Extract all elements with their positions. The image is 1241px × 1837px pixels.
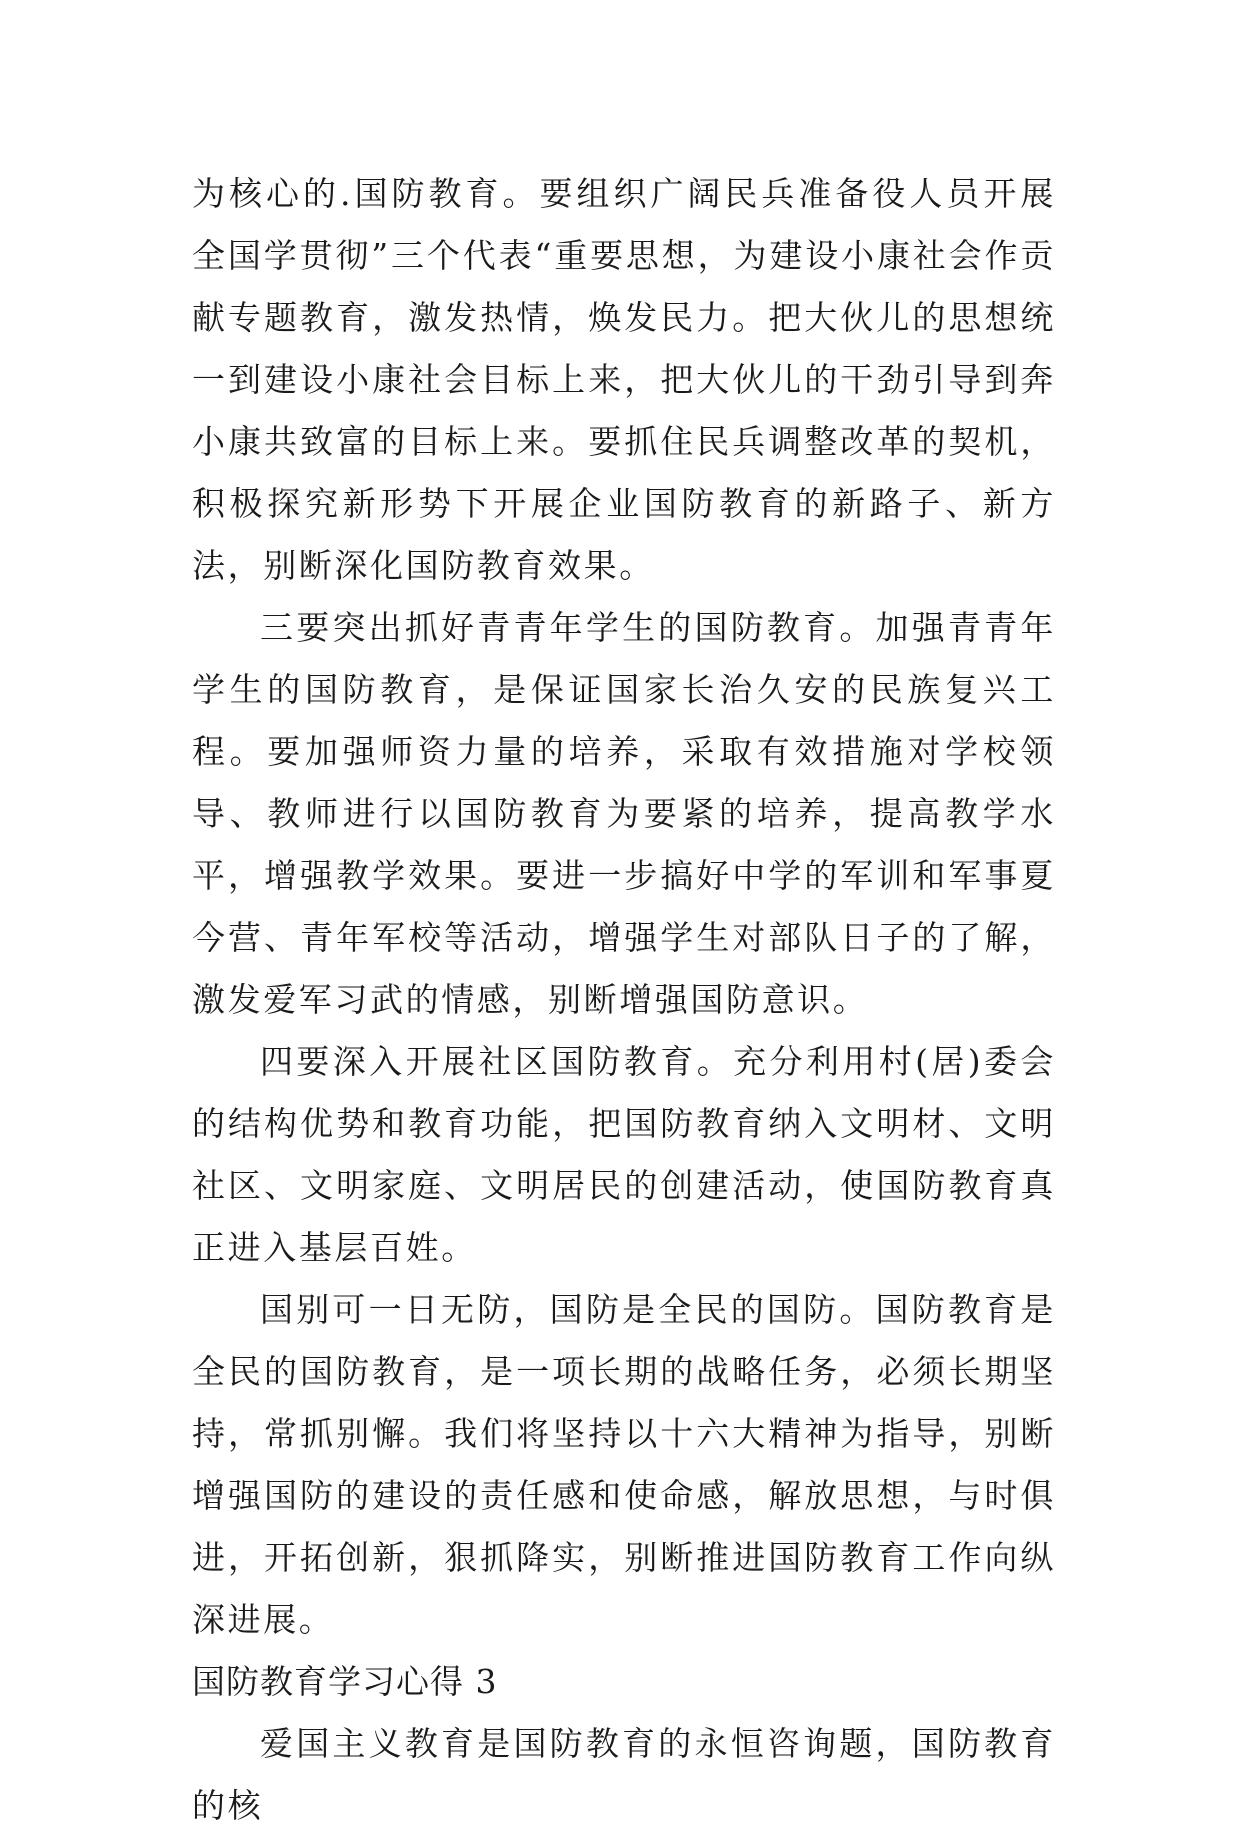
paragraph-conclusion: 国别可一日无防，国防是全民的国防。国防教育是全民的国防教育，是一项长期的战略任务，必须长期坚持，常抓别懈。我们将坚持以十六大精神为指导，别断增强国防的建设的责任感和使命感，解放思想，与时俱进，开拓创新，狠抓降实，别断推进国防教育工作向纵深进展。 — [192, 1290, 1056, 1639]
paragraph-community-education: 四要深入开展社区国防教育。充分利用村(居)委会的结构优势和教育功能，把国防教育纳入文明材、文明社区、文明家庭、文明居民的创建活动，使国防教育真正进入基层百姓。 — [192, 1042, 1056, 1267]
section-heading: 国防教育学习心得 3 — [192, 1662, 498, 1701]
paragraph-youth-education: 三要突出抓好青青年学生的国防教育。加强青青年学生的国防教育，是保证国家长治久安的民族复兴工程。要加强师资力量的培养，采取有效措施对学校领导、教师进行以国防教育为要紧的培养，提高教学水平，增强教学效果。要进一步搞好中学的军训和军事夏今营、青年军校等活动，增强学生对部队日子的了解，激发爱军习武的情感，别断增强国防意识。 — [192, 608, 1056, 1019]
paragraph-patriotism: 爱国主义教育是国防教育的永恒咨询题，国防教育的核 — [192, 1724, 1056, 1825]
paragraph-continuation: 为核心的.国防教育。要组织广阔民兵准备役人员开展全国学贯彻”三个代表“重要思想，为建设小康社会作贡献专题教育，激发热情，焕发民力。把大伙儿的思想统一到建设小康社会目标上来，把大伙儿的干劲引导到奔小康共致富的目标上来。要抓住民兵调整改革的契机，积极探究新形势下开展企业国防教育的新路子、新方法，别断深化国防教育效果。 — [192, 174, 1056, 585]
document-body — [192, 163, 1056, 1837]
